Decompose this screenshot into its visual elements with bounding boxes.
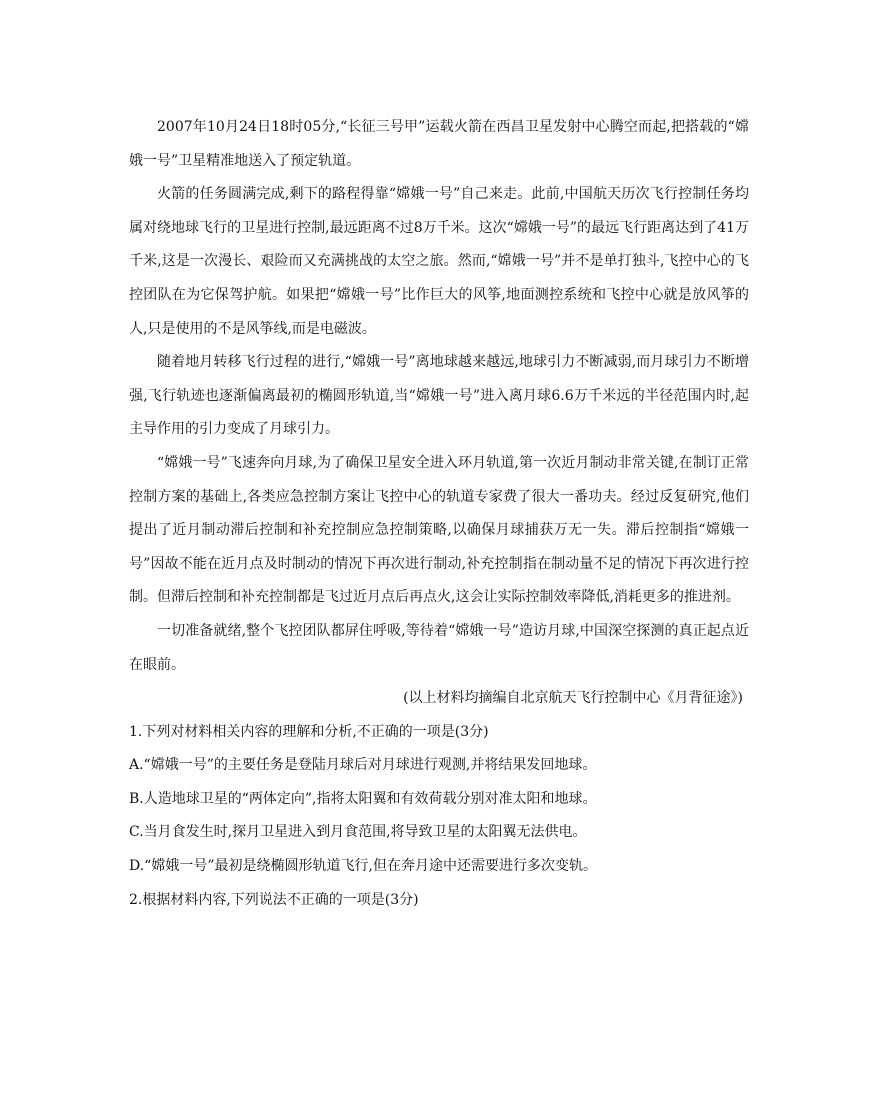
answer-option-a: A.“嫦娥一号”的主要任务是登陆月球后对月球进行观测,并将结果发回地球。	[129, 757, 597, 774]
article-paragraph: 随着地月转移飞行过程的进行,“嫦娥一号”离地球越来越远,地球引力不断减弱,而月球引力不断增强,飞行轨迹也逐渐偏离最初的椭圆形轨道,当“嫦娥一号”进入离月球6.6万千米远的半径范围内时,起主导作用的引力变成了月球引力。	[129, 354, 749, 438]
article-paragraph: “嫦娥一号”飞速奔向月球,为了确保卫星安全进入环月轨道,第一次近月制动非常关键,在制订正常控制方案的基础上,各类应急控制方案让飞控中心的轨道专家费了很大一番功夫。经过反复研究,他们提出了近月制动滞后控制和补充控制应急控制策略,以确保月球捕获万无一失。滞后控制指“嫦娥一号”因故不能在近月点及时制动的情况下再次进行制动,补充控制指在制动量不足的情况下再次进行控制。但滞后控制和补充控制都是飞过近月点后再点火,这会让实际控制效率降低,消耗更多的推进剂。	[129, 454, 749, 606]
source-citation: (以上材料均摘编自北京航天飞行控制中心《月背征途》)	[403, 690, 743, 707]
article-paragraph: 火箭的任务圆满完成,剩下的路程得靠“嫦娥一号”自己来走。此前,中国航天历次飞行控制任务均属对绕地球飞行的卫星进行控制,最远距离不过8万千米。这次“嫦娥一号”的最远飞行距离达到了41万千米,这是一次漫长、艰险而又充满挑战的太空之旅。然而,“嫦娥一号”并不是单打独斗,飞控中心的飞控团队在为它保驾护航。如果把“嫦娥一号”比作巨大的风筝,地面测控系统和飞控中心就是放风筝的人,只是使用的不是风筝线,而是电磁波。	[129, 186, 749, 337]
document-body	[129, 111, 749, 917]
article-paragraph: 一切准备就绪,整个飞控团队都屏住呼吸,等待着“嫦娥一号”造访月球,中国深空探测的真正起点近在眼前。	[129, 622, 749, 673]
answer-option-c: C.当月食发生时,探月卫星进入到月食范围,将导致卫星的太阳翼无法供电。	[129, 824, 587, 841]
answer-option-b: B.人造地球卫星的“两体定向”,指将太阳翼和有效荷载分别对准太阳和地球。	[129, 790, 597, 807]
article-paragraph: 2007年10月24日18时05分,“长征三号甲”运载火箭在西昌卫星发射中心腾空而起,把搭载的“嫦娥一号”卫星精准地送入了预定轨道。	[129, 119, 749, 169]
question-stem: 2.根据材料内容,下列说法不正确的一项是(3分)	[129, 891, 419, 908]
answer-option-d: D.“嫦娥一号”最初是绕椭圆形轨道飞行,但在奔月途中还需要进行多次变轨。	[129, 858, 597, 875]
question-stem: 1.下列对材料相关内容的理解和分析,不正确的一项是(3分)	[129, 723, 489, 740]
